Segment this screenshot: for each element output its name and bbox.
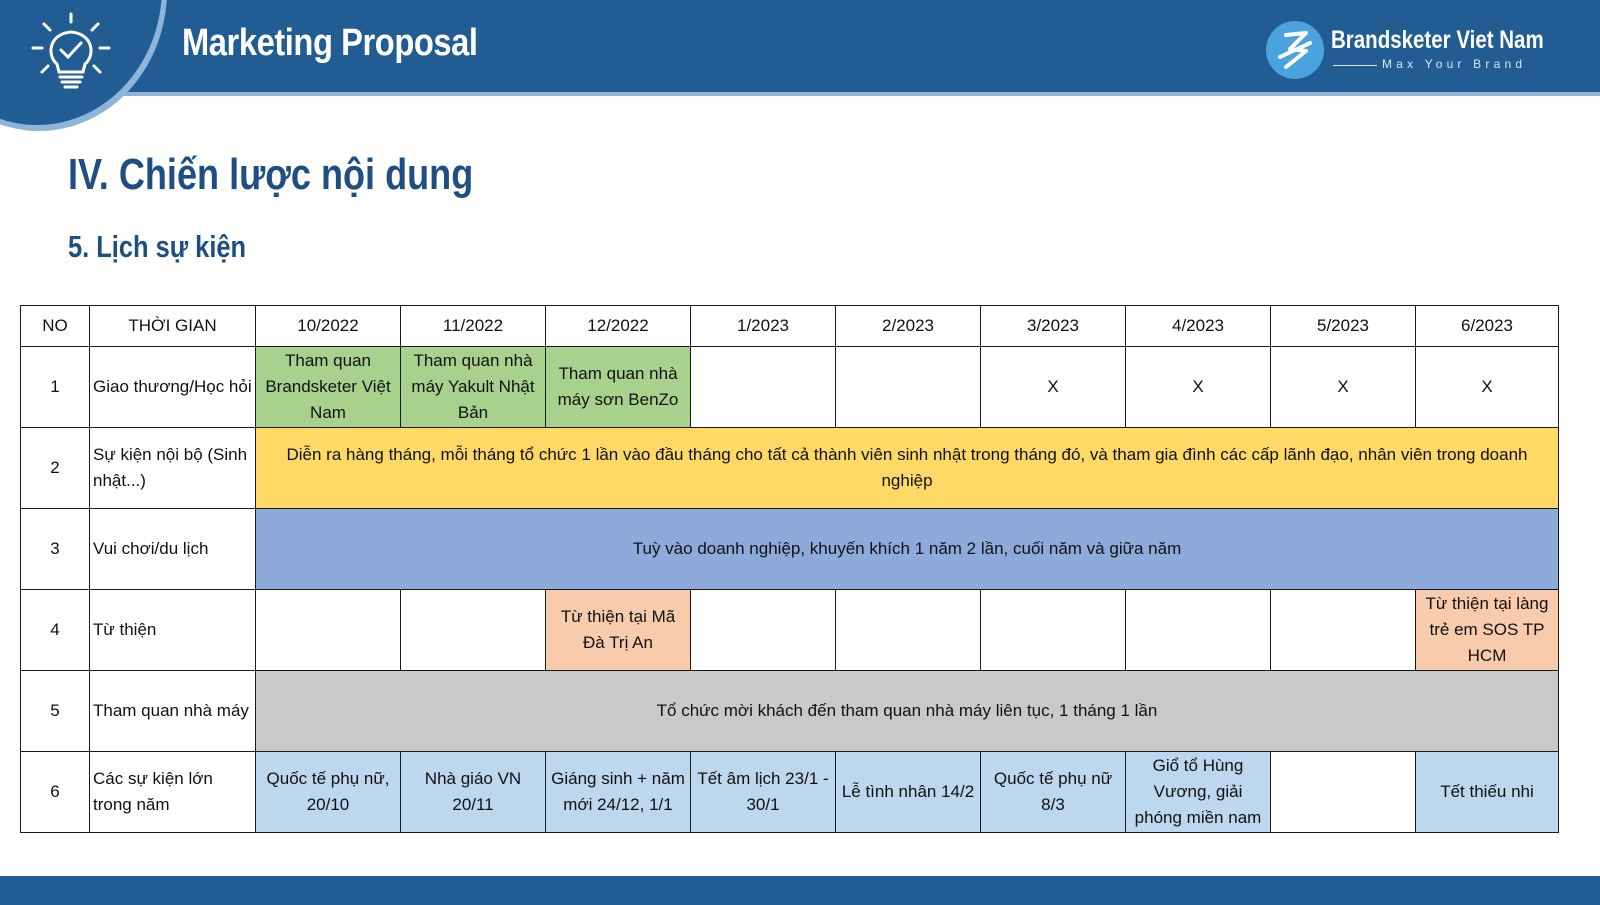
event-schedule-table bbox=[20, 305, 1559, 833]
event-cell bbox=[401, 590, 546, 671]
table-row bbox=[21, 509, 1559, 590]
header-cell: 2/2023 bbox=[836, 306, 981, 347]
header-cell: THỜI GIAN bbox=[90, 306, 256, 347]
event-cell bbox=[256, 590, 401, 671]
table-row bbox=[21, 590, 1559, 671]
event-cell: Tham quan nhà máy Yakult Nhật Bản bbox=[401, 347, 546, 428]
event-cell: Từ thiện tại làng trẻ em SOS TP HCM bbox=[1416, 590, 1559, 671]
header-cell: 3/2023 bbox=[981, 306, 1126, 347]
event-cell: X bbox=[1416, 347, 1559, 428]
row-number: 2 bbox=[21, 428, 90, 509]
row-number: 3 bbox=[21, 509, 90, 590]
row-number: 4 bbox=[21, 590, 90, 671]
table-row bbox=[21, 428, 1559, 509]
event-cell: Nhà giáo VN 20/11 bbox=[401, 752, 546, 833]
brand-tag-divider bbox=[1333, 65, 1377, 66]
event-cell bbox=[691, 347, 836, 428]
event-cell: Giáng sinh + năm mới 24/12, 1/1 bbox=[546, 752, 691, 833]
event-span-cell: Tổ chức mời khách đến tham quan nhà máy liên tục, 1 tháng 1 lần bbox=[256, 671, 1559, 752]
table-row bbox=[21, 752, 1559, 833]
event-cell: Lễ tình nhân 14/2 bbox=[836, 752, 981, 833]
row-label: Từ thiện bbox=[90, 590, 256, 671]
event-cell: X bbox=[1126, 347, 1271, 428]
row-label: Tham quan nhà máy bbox=[90, 671, 256, 752]
header-cell: 6/2023 bbox=[1416, 306, 1559, 347]
header-cell: NO bbox=[21, 306, 90, 347]
row-number: 5 bbox=[21, 671, 90, 752]
app-title: Marketing Proposal bbox=[182, 22, 478, 64]
event-cell bbox=[836, 347, 981, 428]
row-label: Vui chơi/du lịch bbox=[90, 509, 256, 590]
event-cell: X bbox=[1271, 347, 1416, 428]
event-cell: X bbox=[981, 347, 1126, 428]
event-cell bbox=[1271, 752, 1416, 833]
event-cell: Tham quan Brandsketer Việt Nam bbox=[256, 347, 401, 428]
event-cell bbox=[1271, 590, 1416, 671]
event-cell: Giổ tổ Hùng Vương, giải phóng miền nam bbox=[1126, 752, 1271, 833]
header-cell: 4/2023 bbox=[1126, 306, 1271, 347]
brand-tagline: Max Your Brand bbox=[1382, 57, 1527, 71]
event-cell bbox=[836, 590, 981, 671]
event-span-cell: Diễn ra hàng tháng, mỗi tháng tổ chức 1 lần vào đầu tháng cho tất cả thành viên sinh nhật trong tháng đó, và tham gia đình các cấp lãnh đạo, nhân viên trong doanh nghiệp bbox=[256, 428, 1559, 509]
event-span-cell: Tuỳ vào doanh nghiệp, khuyến khích 1 năm 2 lần, cuối năm và giữa năm bbox=[256, 509, 1559, 590]
event-cell bbox=[1126, 590, 1271, 671]
row-label: Sự kiện nội bộ (Sinh nhật...) bbox=[90, 428, 256, 509]
row-label: Các sự kiện lớn trong năm bbox=[90, 752, 256, 833]
header-cell: 1/2023 bbox=[691, 306, 836, 347]
lightbulb-check-icon bbox=[30, 12, 112, 94]
row-label: Giao thương/Học hỏi bbox=[90, 347, 256, 428]
header-accent-line bbox=[0, 92, 1600, 96]
footer-bar bbox=[0, 876, 1600, 905]
event-cell: Quốc tế phụ nữ 8/3 bbox=[981, 752, 1126, 833]
header-cell: 10/2022 bbox=[256, 306, 401, 347]
section-title: IV. Chiến lược nội dung bbox=[68, 150, 474, 199]
event-cell: Tết thiếu nhi bbox=[1416, 752, 1559, 833]
event-cell: Tham quan nhà máy sơn BenZo bbox=[546, 347, 691, 428]
table-header-row bbox=[21, 306, 1559, 347]
row-number: 1 bbox=[21, 347, 90, 428]
event-cell bbox=[691, 590, 836, 671]
header-cell: 5/2023 bbox=[1271, 306, 1416, 347]
header-cell: 11/2022 bbox=[401, 306, 546, 347]
header-cell: 12/2022 bbox=[546, 306, 691, 347]
row-number: 6 bbox=[21, 752, 90, 833]
event-cell: Từ thiện tại Mã Đà Trị An bbox=[546, 590, 691, 671]
sub-title: 5. Lịch sự kiện bbox=[68, 229, 247, 264]
brand-mark-icon bbox=[1266, 21, 1324, 79]
event-cell: Tết âm lịch 23/1 - 30/1 bbox=[691, 752, 836, 833]
event-cell: Quốc tế phụ nữ, 20/10 bbox=[256, 752, 401, 833]
brand-name: Brandsketer Viet Nam bbox=[1331, 26, 1544, 54]
brand-logo bbox=[1266, 18, 1566, 84]
table-row bbox=[21, 347, 1559, 428]
table-row bbox=[21, 671, 1559, 752]
event-cell bbox=[981, 590, 1126, 671]
